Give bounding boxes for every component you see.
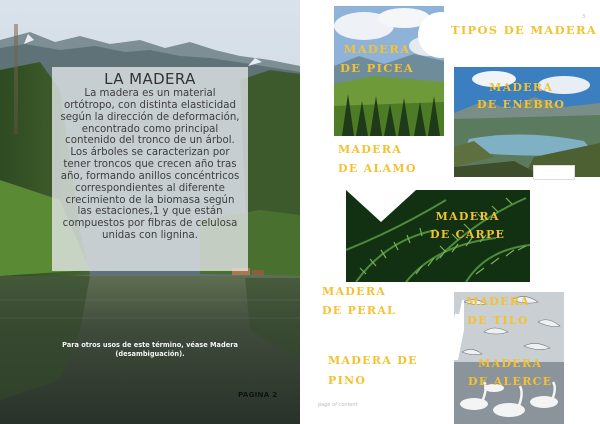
label-carpe-line1: MADERA	[435, 210, 500, 223]
label-alerce-line2: DE ALERCE	[468, 375, 553, 388]
article-body: La madera es un material ortótropo, con distinta elasticidad según la dirección de deformación, encontrado como principal contenido del tronco de un árbol. Los árboles se caracterizan por tener troncos que crecen año tras año, formando anillos concéntricos correspondientes al diferente crecimiento de la biomasa según las estaciones,1 y que están compuestos por fibras de celulosa unidas con lignina.	[60, 88, 240, 242]
label-peral-line1: MADERA	[322, 285, 387, 298]
article-title: LA MADERA	[104, 70, 196, 88]
label-peral	[322, 282, 396, 320]
disambiguation-note: Para otros usos de este término, véase Madera (desambiguación).	[62, 341, 238, 358]
label-enebro-line1: MADERA	[489, 81, 554, 94]
page-footer: page of content	[318, 402, 358, 408]
label-pino-line1: MADERA DE	[328, 354, 418, 367]
label-tilo-line2: DE TILO	[467, 314, 529, 327]
label-tilo	[466, 292, 530, 330]
label-alerce	[468, 355, 552, 391]
label-pino-line2: PINO	[328, 374, 367, 387]
label-carpe	[430, 208, 505, 244]
spine-decoration	[14, 24, 18, 134]
label-picea-line1: MADERA	[343, 42, 411, 56]
article-text-box	[52, 67, 248, 271]
page-label: PAGINA 2	[238, 390, 278, 399]
label-enebro	[477, 79, 565, 113]
label-carpe-line2: DE CARPE	[430, 228, 506, 241]
decorative-slash	[440, 300, 464, 360]
decorative-frame	[533, 165, 575, 180]
label-picea-line2: DE PICEA	[340, 61, 415, 75]
page-corner-number: 3	[582, 14, 586, 20]
label-alamo-line2: DE ALAMO	[338, 162, 417, 175]
page-corner-number: 2	[16, 13, 20, 19]
section-heading: TIPOS DE MADERA	[451, 23, 598, 37]
label-pino	[328, 351, 418, 391]
label-alerce-line1: MADERA	[478, 357, 543, 370]
label-peral-line2: DE PERAL	[322, 304, 397, 317]
label-alamo	[338, 140, 417, 178]
right-page	[300, 0, 600, 424]
label-picea	[340, 40, 414, 78]
label-alamo-line1: MADERA	[338, 143, 403, 156]
label-enebro-line2: DE ENEBRO	[477, 98, 566, 111]
label-tilo-line1: MADERA	[466, 295, 531, 308]
